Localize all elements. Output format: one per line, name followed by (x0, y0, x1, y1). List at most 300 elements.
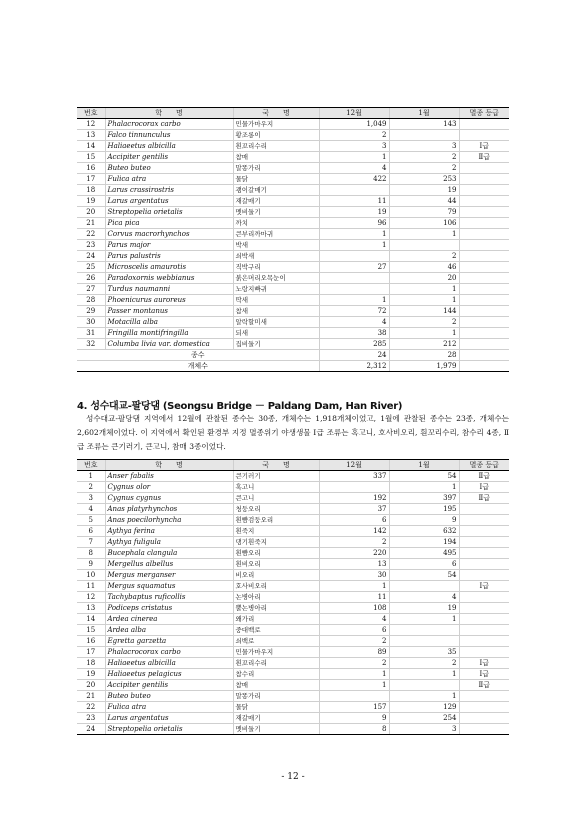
korean-name: 직박구리 (233, 262, 319, 273)
january-count: 44 (389, 196, 459, 207)
row-number: 12 (77, 592, 105, 603)
row-number: 21 (77, 218, 105, 229)
scientific-name: Phalacrocorax carbo (105, 647, 233, 658)
korean-name: 멧비둘기 (233, 724, 319, 735)
table-row (77, 229, 509, 240)
january-count: 3 (389, 724, 459, 735)
table-row (77, 669, 509, 680)
december-count: 337 (319, 471, 389, 482)
january-count (389, 130, 459, 141)
scientific-name: Pica pica (105, 218, 233, 229)
scientific-name: Accipiter gentilis (105, 680, 233, 691)
table-row (77, 119, 509, 130)
table-row (77, 603, 509, 614)
scientific-name: Fringilla montifringilla (105, 328, 233, 339)
january-count (389, 625, 459, 636)
korean-name: 까치 (233, 218, 319, 229)
january-count (389, 581, 459, 592)
row-number: 32 (77, 339, 105, 350)
december-count: 2 (319, 130, 389, 141)
january-count: 1 (389, 669, 459, 680)
scientific-name: Tachybaptus ruficollis (105, 592, 233, 603)
table-row (77, 493, 509, 504)
table-row (77, 515, 509, 526)
row-number: 8 (77, 548, 105, 559)
december-count: 11 (319, 196, 389, 207)
row-number: 9 (77, 559, 105, 570)
endangered-grade (459, 691, 509, 702)
january-count: 20 (389, 273, 459, 284)
header-scientific-name: 학 명 (105, 108, 233, 119)
december-count (319, 273, 389, 284)
endangered-grade (459, 504, 509, 515)
scientific-name: Podiceps cristatus (105, 603, 233, 614)
table-row (77, 295, 509, 306)
table-row (77, 559, 509, 570)
scientific-name: Streptopelia orietalis (105, 724, 233, 735)
december-count: 3 (319, 141, 389, 152)
table-row (77, 185, 509, 196)
korean-name: 흰뺨검둥오리 (233, 515, 319, 526)
korean-name: 괭이갈매기 (233, 185, 319, 196)
endangered-grade (459, 196, 509, 207)
endangered-grade (459, 262, 509, 273)
december-count: 4 (319, 317, 389, 328)
header-december: 12월 (319, 108, 389, 119)
january-count: 2 (389, 658, 459, 669)
row-number: 17 (77, 647, 105, 658)
korean-name: 흰꼬리수리 (233, 141, 319, 152)
korean-name: 재갈매기 (233, 713, 319, 724)
january-count: 253 (389, 174, 459, 185)
endangered-grade (459, 328, 509, 339)
january-count (389, 636, 459, 647)
december-count: 4 (319, 614, 389, 625)
december-count: 6 (319, 515, 389, 526)
row-number: 29 (77, 306, 105, 317)
row-number: 4 (77, 504, 105, 515)
endangered-grade (459, 537, 509, 548)
row-number: 30 (77, 317, 105, 328)
header-endangered-grade: 멸종 등급 (459, 460, 509, 471)
table-row (77, 482, 509, 493)
january-count: 46 (389, 262, 459, 273)
row-number: 3 (77, 493, 105, 504)
december-count: 1 (319, 680, 389, 691)
endangered-grade: Ⅱ급 (459, 680, 509, 691)
table-row (77, 592, 509, 603)
endangered-grade (459, 174, 509, 185)
header-january: 1월 (389, 108, 459, 119)
december-count: 1 (319, 229, 389, 240)
row-number: 26 (77, 273, 105, 284)
table-row (77, 328, 509, 339)
korean-name: 큰기러기 (233, 471, 319, 482)
january-count: 1 (389, 295, 459, 306)
endangered-grade: Ⅰ급 (459, 141, 509, 152)
december-count (319, 251, 389, 262)
december-count: 1 (319, 669, 389, 680)
table-row (77, 240, 509, 251)
korean-name: 쇠박새 (233, 251, 319, 262)
korean-name: 되새 (233, 328, 319, 339)
korean-name: 혹고니 (233, 482, 319, 493)
january-count: 254 (389, 713, 459, 724)
page-number: - 12 - (281, 772, 305, 782)
january-count: 397 (389, 493, 459, 504)
january-count: 106 (389, 218, 459, 229)
row-number: 14 (77, 141, 105, 152)
december-count (319, 284, 389, 295)
row-number: 22 (77, 229, 105, 240)
endangered-grade (459, 229, 509, 240)
endangered-grade (459, 185, 509, 196)
endangered-grade (459, 702, 509, 713)
total-january: 1,979 (389, 361, 459, 372)
korean-name: 알락할미새 (233, 317, 319, 328)
endangered-grade (459, 163, 509, 174)
december-count: 72 (319, 306, 389, 317)
january-count: 6 (389, 559, 459, 570)
scientific-name: Motacilla alba (105, 317, 233, 328)
korean-name: 흰죽지 (233, 526, 319, 537)
row-number: 18 (77, 185, 105, 196)
row-number: 22 (77, 702, 105, 713)
scientific-name: Bucephala clangula (105, 548, 233, 559)
korean-name: 민물가마우지 (233, 647, 319, 658)
scientific-name: Ardea alba (105, 625, 233, 636)
endangered-grade: Ⅰ급 (459, 669, 509, 680)
row-number: 24 (77, 251, 105, 262)
korean-name: 멧비둘기 (233, 207, 319, 218)
korean-name: 쇠백로 (233, 636, 319, 647)
scientific-name: Haliaeetus albicilla (105, 658, 233, 669)
endangered-grade (459, 526, 509, 537)
endangered-grade (459, 636, 509, 647)
january-count: 1 (389, 482, 459, 493)
korean-name: 논병아리 (233, 592, 319, 603)
december-count: 27 (319, 262, 389, 273)
january-count: 2 (389, 317, 459, 328)
january-count: 1 (389, 328, 459, 339)
row-number: 18 (77, 658, 105, 669)
table-row (77, 284, 509, 295)
scientific-name: Cygnus cygnus (105, 493, 233, 504)
endangered-grade (459, 207, 509, 218)
korean-name: 황조롱이 (233, 130, 319, 141)
table-row (77, 306, 509, 317)
korean-name: 참수리 (233, 669, 319, 680)
scientific-name: Columba livia var. domestica (105, 339, 233, 350)
scientific-name: Phoenicurus auroreus (105, 295, 233, 306)
row-number: 23 (77, 240, 105, 251)
header-korean-name: 국 명 (233, 108, 319, 119)
table-row (77, 141, 509, 152)
january-count: 1 (389, 614, 459, 625)
january-count: 143 (389, 119, 459, 130)
korean-name: 큰부리까마귀 (233, 229, 319, 240)
january-count (389, 680, 459, 691)
table-row (77, 317, 509, 328)
january-count: 1 (389, 691, 459, 702)
endangered-grade (459, 647, 509, 658)
scientific-name: Corvus macrorhynchos (105, 229, 233, 240)
endangered-grade (459, 317, 509, 328)
table-row (77, 262, 509, 273)
total-grade (459, 361, 509, 372)
endangered-grade (459, 603, 509, 614)
row-number: 24 (77, 724, 105, 735)
scientific-name: Buteo buteo (105, 691, 233, 702)
scientific-name: Turdus naumanni (105, 284, 233, 295)
korean-name: 왜가리 (233, 614, 319, 625)
january-count: 3 (389, 141, 459, 152)
scientific-name: Ardea cinerea (105, 614, 233, 625)
scientific-name: Haliaeetus albicilla (105, 141, 233, 152)
table-row (77, 581, 509, 592)
table-row (77, 339, 509, 350)
december-count: 38 (319, 328, 389, 339)
january-count: 632 (389, 526, 459, 537)
december-count: 19 (319, 207, 389, 218)
december-count: 422 (319, 174, 389, 185)
table-body (77, 119, 509, 372)
december-count: 1 (319, 240, 389, 251)
scientific-name: Parus palustris (105, 251, 233, 262)
row-number: 27 (77, 284, 105, 295)
species-table-2 (77, 459, 509, 735)
scientific-name: Microscelis amaurotis (105, 262, 233, 273)
row-number: 17 (77, 174, 105, 185)
korean-name: 말똥가리 (233, 691, 319, 702)
december-count: 96 (319, 218, 389, 229)
december-count: 157 (319, 702, 389, 713)
december-count: 4 (319, 163, 389, 174)
row-number: 10 (77, 570, 105, 581)
header-korean-name: 국 명 (233, 460, 319, 471)
table-row (77, 163, 509, 174)
january-count: 54 (389, 570, 459, 581)
row-number: 6 (77, 526, 105, 537)
table-row (77, 526, 509, 537)
total-row (77, 350, 509, 361)
january-count: 195 (389, 504, 459, 515)
endangered-grade (459, 273, 509, 284)
row-number: 1 (77, 471, 105, 482)
endangered-grade (459, 625, 509, 636)
table-row (77, 636, 509, 647)
row-number: 28 (77, 295, 105, 306)
january-count: 79 (389, 207, 459, 218)
section-heading: 4. 성수대교-팔당댐 (Seongsu Bridge － Paldang Dam, Han River) (77, 401, 403, 412)
january-count: 1 (389, 229, 459, 240)
endangered-grade (459, 339, 509, 350)
january-count: 212 (389, 339, 459, 350)
total-december: 2,312 (319, 361, 389, 372)
korean-name: 흰뺨오리 (233, 548, 319, 559)
january-count: 144 (389, 306, 459, 317)
total-label: 개체수 (77, 361, 319, 372)
endangered-grade: Ⅰ급 (459, 482, 509, 493)
december-count: 11 (319, 592, 389, 603)
scientific-name: Larus argentatus (105, 713, 233, 724)
december-count: 2 (319, 636, 389, 647)
total-january: 28 (389, 350, 459, 361)
table-row (77, 647, 509, 658)
december-count (319, 482, 389, 493)
table-row (77, 570, 509, 581)
table-row (77, 504, 509, 515)
december-count: 89 (319, 647, 389, 658)
endangered-grade (459, 240, 509, 251)
scientific-name: Egretta garzetta (105, 636, 233, 647)
scientific-name: Mergellus albellus (105, 559, 233, 570)
row-number: 20 (77, 207, 105, 218)
scientific-name: Aythya fuligula (105, 537, 233, 548)
row-number: 16 (77, 636, 105, 647)
korean-name: 참매 (233, 680, 319, 691)
december-count: 1 (319, 152, 389, 163)
january-count: 129 (389, 702, 459, 713)
total-label: 종수 (77, 350, 319, 361)
scientific-name: Passer montanus (105, 306, 233, 317)
table-row (77, 196, 509, 207)
endangered-grade (459, 119, 509, 130)
january-count: 1 (389, 284, 459, 295)
scientific-name: Falco tinnunculus (105, 130, 233, 141)
december-count: 6 (319, 625, 389, 636)
endangered-grade: Ⅰ급 (459, 658, 509, 669)
korean-name: 노랑지빠귀 (233, 284, 319, 295)
header-endangered-grade: 멸종 등급 (459, 108, 509, 119)
table-row (77, 702, 509, 713)
scientific-name: Cygnus olor (105, 482, 233, 493)
row-number: 16 (77, 163, 105, 174)
scientific-name: Anas poecilorhyncha (105, 515, 233, 526)
korean-name: 흰비오리 (233, 559, 319, 570)
table-row (77, 152, 509, 163)
january-count: 19 (389, 603, 459, 614)
korean-name: 비오리 (233, 570, 319, 581)
table-row (77, 218, 509, 229)
korean-name: 박새 (233, 240, 319, 251)
header-no: 번호 (77, 460, 105, 471)
korean-name: 참매 (233, 152, 319, 163)
table-header (77, 460, 509, 471)
december-count: 1 (319, 295, 389, 306)
january-count: 2 (389, 152, 459, 163)
endangered-grade (459, 713, 509, 724)
table-row (77, 273, 509, 284)
row-number: 13 (77, 603, 105, 614)
december-count (319, 691, 389, 702)
endangered-grade (459, 251, 509, 262)
december-count: 30 (319, 570, 389, 581)
endangered-grade: Ⅱ급 (459, 471, 509, 482)
korean-name: 집비둘기 (233, 339, 319, 350)
scientific-name: Mergus merganser (105, 570, 233, 581)
endangered-grade: Ⅰ급 (459, 581, 509, 592)
december-count: 13 (319, 559, 389, 570)
table-row (77, 691, 509, 702)
row-number: 13 (77, 130, 105, 141)
december-count: 192 (319, 493, 389, 504)
december-count (319, 185, 389, 196)
row-number: 21 (77, 691, 105, 702)
scientific-name: Anas platyrhynchos (105, 504, 233, 515)
endangered-grade (459, 284, 509, 295)
scientific-name: Streptopelia orietalis (105, 207, 233, 218)
section-paragraph: 성수대교-팔당댐 지역에서 12월에 관찰된 종수는 30종, 개체수는 1,918개체이었고, 1월에 관찰된 종수는 23종, 개체수는 2,602개체이었다. 이 지역에서 확인된 환경부 지정 멸종위기 야생생물 Ⅰ급 조류는 혹고니, 호사비오리, 흰꼬리수리, 참수리 4종, Ⅱ급 조류는 큰기러기, 큰고니, 참매 3종이었다. (77, 414, 509, 451)
korean-name: 중대백로 (233, 625, 319, 636)
january-count: 4 (389, 592, 459, 603)
table-row (77, 680, 509, 691)
row-number: 20 (77, 680, 105, 691)
korean-name: 재갈매기 (233, 196, 319, 207)
december-count: 142 (319, 526, 389, 537)
row-number: 31 (77, 328, 105, 339)
header-december: 12월 (319, 460, 389, 471)
row-number: 2 (77, 482, 105, 493)
december-count: 9 (319, 713, 389, 724)
table-row (77, 658, 509, 669)
korean-name: 뿔논병아리 (233, 603, 319, 614)
january-count: 194 (389, 537, 459, 548)
row-number: 12 (77, 119, 105, 130)
scientific-name: Haliaeetus pelagicus (105, 669, 233, 680)
total-december: 24 (319, 350, 389, 361)
total-row (77, 361, 509, 372)
scientific-name: Parus major (105, 240, 233, 251)
table-body (77, 471, 509, 735)
row-number: 11 (77, 581, 105, 592)
korean-name: 참새 (233, 306, 319, 317)
row-number: 15 (77, 152, 105, 163)
table-row (77, 724, 509, 735)
table-row (77, 537, 509, 548)
row-number: 19 (77, 669, 105, 680)
endangered-grade (459, 218, 509, 229)
scientific-name: Larus crassirostris (105, 185, 233, 196)
korean-name: 호사비오리 (233, 581, 319, 592)
korean-name: 댕기흰죽지 (233, 537, 319, 548)
december-count: 8 (319, 724, 389, 735)
endangered-grade (459, 548, 509, 559)
january-count (389, 240, 459, 251)
december-count: 220 (319, 548, 389, 559)
scientific-name: Aythya ferina (105, 526, 233, 537)
korean-name: 큰고니 (233, 493, 319, 504)
december-count: 1 (319, 581, 389, 592)
table-row (77, 251, 509, 262)
table-row (77, 548, 509, 559)
row-number: 23 (77, 713, 105, 724)
row-number: 5 (77, 515, 105, 526)
scientific-name: Buteo buteo (105, 163, 233, 174)
korean-name: 청둥오리 (233, 504, 319, 515)
endangered-grade (459, 515, 509, 526)
january-count: 9 (389, 515, 459, 526)
december-count: 108 (319, 603, 389, 614)
scientific-name: Paradoxornis webbianus (105, 273, 233, 284)
january-count: 35 (389, 647, 459, 658)
endangered-grade (459, 306, 509, 317)
korean-name: 민물가마우지 (233, 119, 319, 130)
december-count: 285 (319, 339, 389, 350)
row-number: 25 (77, 262, 105, 273)
endangered-grade (459, 724, 509, 735)
scientific-name: Phalacrocorax carbo (105, 119, 233, 130)
